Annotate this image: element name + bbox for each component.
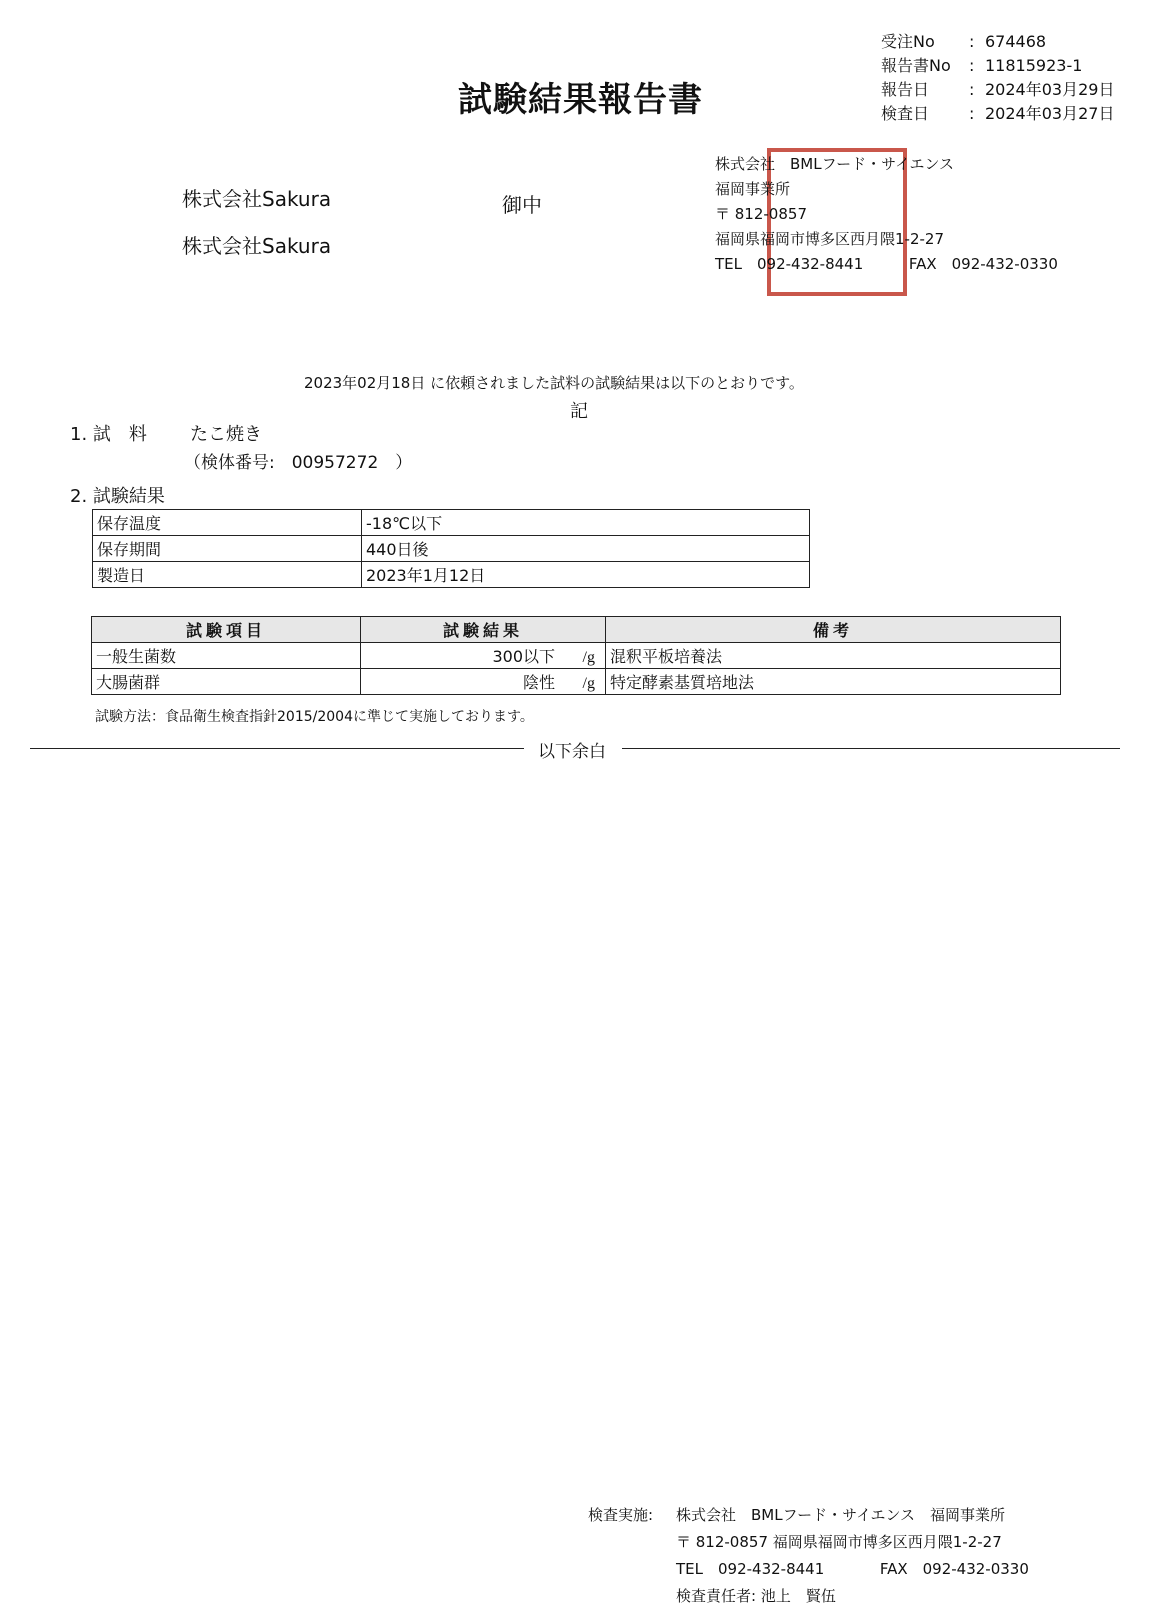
- column-header: 試験結果: [361, 617, 606, 643]
- meta-row: 報告日 : 2024年03月29日: [881, 78, 1114, 102]
- responsible-name: 池上 賢伍: [760, 1587, 836, 1605]
- end-marker: 以下余白: [538, 742, 606, 762]
- test-result: 300以下: [492, 647, 555, 666]
- table-row: [92, 669, 1061, 695]
- method-note: 試験方法：食品衛生検査指針2015/2004に準じて実施しております。: [95, 709, 534, 725]
- test-item: 大腸菌群: [92, 669, 361, 695]
- test-item: 一般生菌数: [92, 643, 361, 669]
- test-result-cell: [361, 669, 606, 695]
- footer-tel: TEL 092-432-8441: [676, 1560, 825, 1578]
- footer-company: 株式会社 BMLフード・サイエンス 福岡事業所: [676, 1506, 1006, 1524]
- table-header-row: [92, 617, 1061, 643]
- column-header: 備考: [606, 617, 1061, 643]
- meta-label: 報告日: [881, 80, 930, 99]
- results-heading: 2. 試験結果: [70, 486, 165, 507]
- storage-value: 440日後: [362, 536, 810, 562]
- issuer-postal: 〒 812-0857: [715, 205, 807, 223]
- footer-fax: FAX 092-432-0330: [879, 1560, 1029, 1578]
- storage-label: 保存温度: [93, 510, 362, 536]
- footer-label: 検査実施:: [588, 1506, 654, 1524]
- table-row: [93, 510, 810, 536]
- meta-label: 報告書No: [881, 56, 951, 75]
- ki-marker: 記: [570, 401, 588, 422]
- responsible-label: 検査責任者:: [676, 1587, 757, 1605]
- test-unit: /g: [582, 675, 595, 692]
- issuer-office: 福岡事業所: [715, 180, 791, 198]
- sample-name: たこ焼き: [190, 424, 262, 445]
- meta-value: 11815923-1: [985, 56, 1083, 75]
- client-honorific: 御中: [502, 193, 542, 217]
- test-unit: /g: [582, 649, 595, 666]
- table-row: [92, 643, 1061, 669]
- meta-row: 検査日 : 2024年03月27日: [881, 102, 1114, 126]
- footer-phone-line: [676, 1556, 1029, 1583]
- sample-id: （検体番号: 00957272 ）: [184, 453, 413, 473]
- meta-row: 受注No : 674468: [881, 30, 1114, 54]
- test-result-cell: [361, 643, 606, 669]
- footer-block: [676, 1502, 1029, 1610]
- intro-text: 2023年02月18日 に依頼されました試料の試験結果は以下のとおりです。: [304, 374, 804, 392]
- issuer-tel: TEL 092-432-8441: [715, 255, 864, 273]
- storage-value: -18℃以下: [362, 510, 810, 536]
- meta-value: 674468: [985, 32, 1047, 51]
- client-name: 株式会社Sakura: [182, 187, 332, 211]
- issuer-block: [715, 152, 1058, 277]
- client-name-secondary: 株式会社Sakura: [182, 234, 332, 258]
- report-title: 試験結果報告書: [458, 80, 703, 120]
- issuer-phone-line: [715, 252, 1058, 277]
- meta-label: 検査日: [881, 104, 930, 123]
- storage-label: 製造日: [93, 562, 362, 588]
- divider-left: [30, 748, 524, 749]
- meta-value: 2024年03月27日: [985, 104, 1115, 123]
- meta-row: 報告書No : 11815923-1: [881, 54, 1114, 78]
- storage-value: 2023年1月12日: [362, 562, 810, 588]
- table-row: [93, 562, 810, 588]
- sample-heading: 1. 試 料: [70, 424, 147, 445]
- report-meta: [881, 30, 1114, 126]
- footer-address: 〒 812-0857 福岡県福岡市博多区西月隈1-2-27: [676, 1533, 1002, 1551]
- test-result: 陰性: [522, 673, 555, 692]
- column-header: 試験項目: [92, 617, 361, 643]
- storage-table: [92, 509, 810, 588]
- test-note: 混釈平板培養法: [606, 643, 1061, 669]
- storage-label: 保存期間: [93, 536, 362, 562]
- meta-value: 2024年03月29日: [985, 80, 1115, 99]
- table-row: [93, 536, 810, 562]
- test-note: 特定酵素基質培地法: [606, 669, 1061, 695]
- issuer-address: 福岡県福岡市博多区西月隈1-2-27: [715, 230, 945, 248]
- results-table: [91, 616, 1061, 695]
- meta-label: 受注No: [881, 32, 935, 51]
- issuer-fax: FAX 092-432-0330: [908, 255, 1058, 273]
- issuer-company: 株式会社 BMLフード・サイエンス: [715, 155, 955, 173]
- divider-right: [622, 748, 1120, 749]
